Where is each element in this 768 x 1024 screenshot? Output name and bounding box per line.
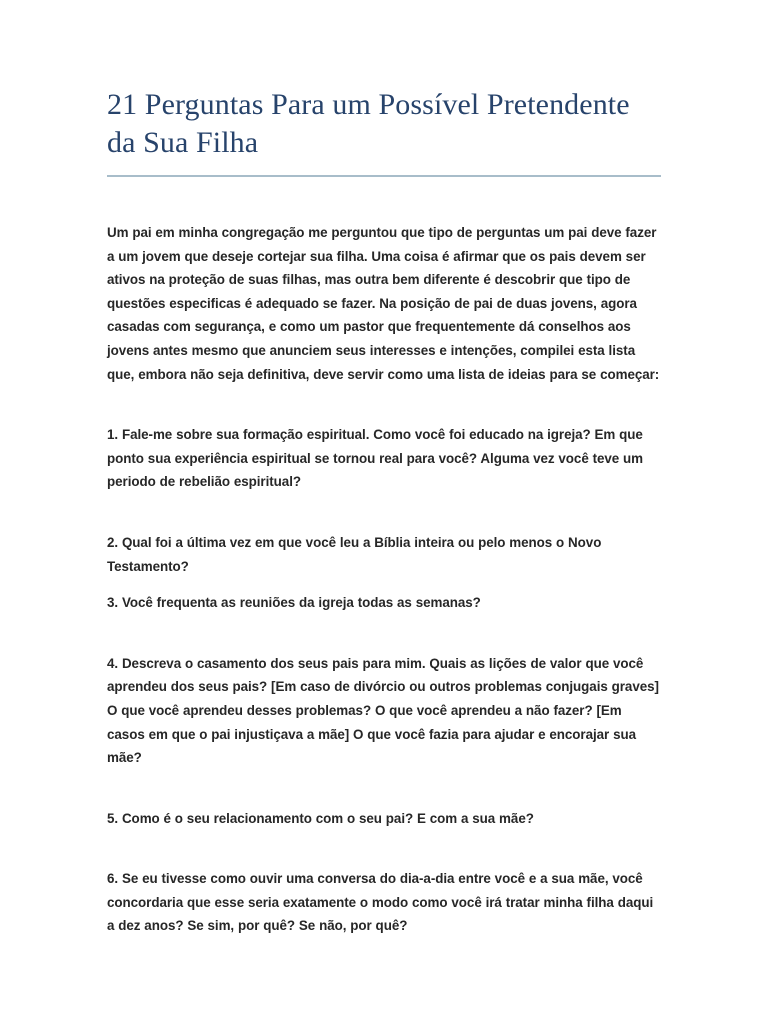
question-item-1: 1. Fale-me sobre sua formação espiritual. Como você foi educado na igreja? Em que ponto sua experiência espiritual se tornou real para você? Alguma vez você teve um periodo de rebelião espiritual?: [107, 427, 644, 490]
document-content: [107, 86, 661, 938]
question-item-4: 4. Descreva o casamento dos seus pais para mim. Quais as lições de valor que você aprendeu dos seus pais? [Em caso de divórcio ou outros problemas conjugais graves] O que você aprendeu desses problemas? O que você aprendeu a não fazer? [Em casos em que o pai injustiçava a mãe] O que você fazia para ajudar e encorajar sua mãe?: [107, 655, 659, 766]
title-divider: [107, 175, 661, 177]
question-item-5: 5. Como é o seu relacionamento com o seu pai? E com a sua mãe?: [107, 810, 534, 826]
question-item-3: 3. Você frequenta as reuniões da igreja todas as semanas?: [107, 595, 481, 611]
intro-paragraph: Um pai em minha congregação me perguntou que tipo de perguntas um pai deve fazer a um jovem que deseje cortejar sua filha. Uma coisa é afirmar que os pais devem ser ativos na proteção de suas filhas, mas outra bem diferente é descobrir que tipo de questões especificas é adequado se fazer. Na posição de pai de duas jovens, agora casadas com segurança, e como um pastor que frequentemente dá conselhos aos jovens antes mesmo que anunciem seus interesses e intenções, compilei esta lista que, embora não seja definitiva, deve servir como uma lista de ideias para se começar:: [107, 225, 660, 382]
question-item-2: 2. Qual foi a última vez em que você leu a Bíblia inteira ou pelo menos o Novo Testamento?: [107, 534, 602, 574]
question-item-6: 6. Se eu tivesse como ouvir uma conversa do dia-a-dia entre você e a sua mãe, você concordaria que esse seria exatamente o modo como você irá tratar minha filha daqui a dez anos? Se sim, por quê? Se não, por quê?: [107, 871, 654, 934]
page-title: 21 Perguntas Para um Possível Pretendente da Sua Filha: [107, 88, 630, 159]
